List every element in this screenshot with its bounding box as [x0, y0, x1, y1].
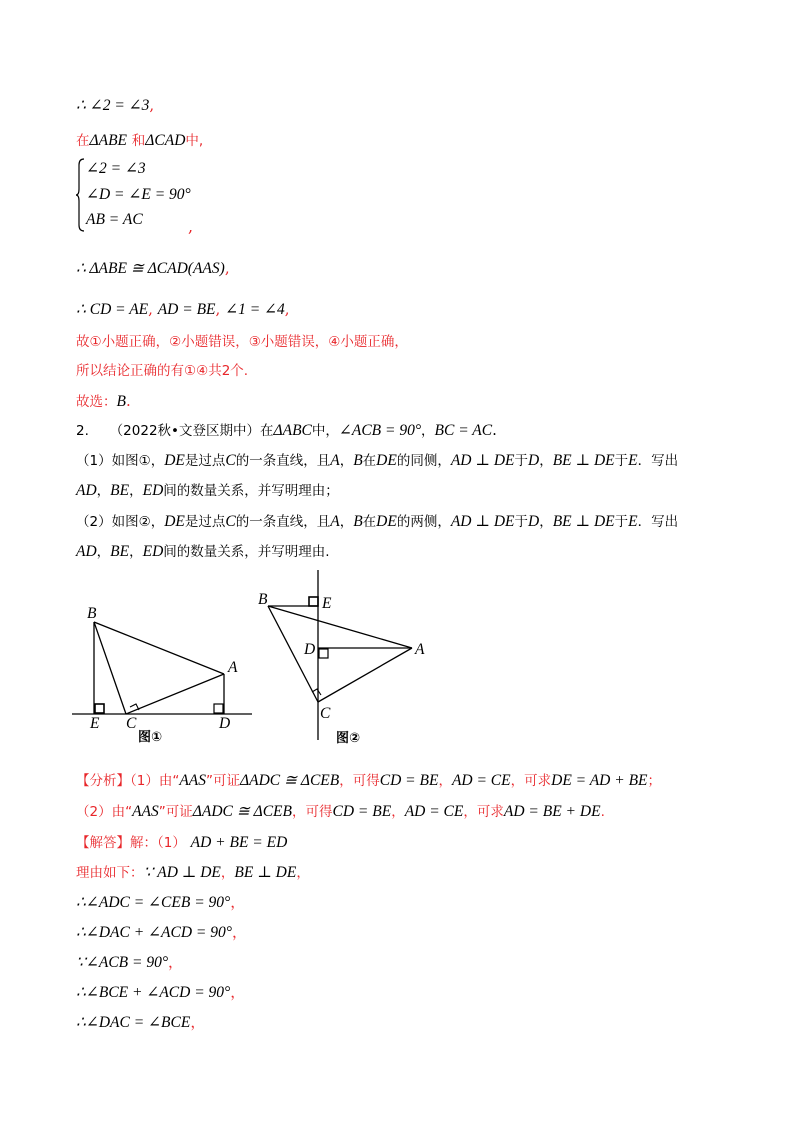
text: 理由如下： — [76, 865, 144, 881]
point-a-label: A — [415, 641, 425, 658]
math: AD = BE + DE — [503, 803, 601, 820]
math: ∴∠ADC = ∠CEB = 90° — [76, 894, 231, 911]
text: 的一条直线，且 — [235, 514, 331, 530]
text: ， — [539, 453, 553, 469]
text: 间的数量关系，并写明理由； — [163, 483, 339, 499]
math: AAS — [179, 772, 207, 789]
math: BC = AC — [434, 422, 493, 439]
math: AD — [76, 543, 97, 560]
text: 中, — [185, 133, 204, 149]
math: E — [628, 452, 638, 469]
math: DE — [376, 513, 397, 530]
punct: ， — [230, 893, 246, 911]
system-eq-3: AB = AC — [86, 211, 143, 228]
text: ，可求 — [463, 804, 504, 820]
math-angle1-angle4: ∠1 = ∠4 — [225, 301, 285, 318]
segment-ba — [268, 606, 412, 648]
solution-line-2 — [76, 862, 310, 883]
text: 【解答】 — [76, 835, 130, 851]
text: ， — [438, 773, 452, 789]
math: BE ⊥ DE — [234, 864, 297, 881]
point-c-label: C — [126, 715, 137, 732]
proof-line-1 — [76, 95, 154, 116]
right-angle-d-icon — [319, 649, 328, 658]
point-c-label: C — [320, 705, 331, 722]
math: BE ⊥ DE — [552, 452, 615, 469]
question-2-part-1 — [76, 450, 678, 471]
solution-line-1 — [76, 832, 287, 853]
math: ΔADC ≅ ΔCEB — [240, 772, 340, 789]
right-angle-e-icon — [309, 597, 318, 606]
left-brace-icon — [76, 157, 86, 233]
text: 【分析】（1）由“ — [76, 773, 180, 789]
text: 的同侧， — [396, 453, 451, 469]
point-e-label: E — [322, 595, 332, 612]
text: ， — [96, 544, 111, 560]
punct: , — [215, 300, 221, 318]
segment-ca — [126, 674, 224, 714]
math: AD — [76, 482, 97, 499]
math: BE — [110, 543, 130, 560]
solution-line-4 — [76, 922, 247, 943]
text: 是过点 — [184, 514, 226, 530]
math: B — [353, 513, 363, 530]
triangle-abe: ΔABE — [89, 132, 128, 149]
text: ， — [129, 483, 143, 499]
text: ，可得 — [339, 773, 380, 789]
figure-1-caption: 图① — [138, 730, 163, 745]
point-b-label: B — [87, 605, 97, 622]
proof-line-congruence — [76, 258, 230, 279]
text: （2022秋•文登区期中）在 — [109, 423, 274, 439]
text: . — [600, 804, 605, 820]
analysis-line-1 — [76, 770, 661, 791]
math: D — [527, 513, 540, 530]
math: AD ⊥ DE — [450, 513, 515, 530]
math: ∵ AD ⊥ DE — [143, 864, 221, 881]
question-number: 2. — [76, 423, 89, 439]
point-e-label: E — [90, 715, 100, 732]
right-angle-d-icon — [214, 704, 223, 713]
math: ∵∠ACB = 90° — [76, 954, 169, 971]
punct: ， — [168, 953, 184, 971]
geometry-figure-1 — [70, 600, 260, 750]
punct: . — [125, 392, 131, 410]
math: BE — [110, 482, 130, 499]
solution-line-5 — [76, 952, 183, 973]
math: ED — [142, 482, 164, 499]
text: （1）如图①， — [76, 453, 165, 469]
punct: ， — [190, 1013, 206, 1031]
text: 于 — [614, 514, 629, 530]
math: AD = CE — [404, 803, 464, 820]
punct: ， — [230, 983, 246, 1001]
text: 是过点 — [184, 453, 226, 469]
math: C — [225, 452, 236, 469]
math: ΔABC — [273, 422, 312, 439]
text: ， — [129, 544, 143, 560]
question-2-part-2-cont — [76, 541, 330, 562]
math: AD + BE = ED — [190, 834, 288, 851]
point-a-label: A — [228, 659, 238, 676]
question-2-stem — [76, 420, 497, 441]
text: ， — [339, 514, 354, 530]
equation-system — [76, 157, 276, 235]
text: 和 — [131, 133, 146, 149]
punct: . — [492, 421, 497, 439]
conclusion-line-2: 所以结论正确的有①④共2个. — [76, 363, 249, 379]
punct: , — [188, 217, 194, 236]
text: 解：（1） — [130, 835, 186, 851]
punct: , — [284, 300, 290, 318]
text: ， — [339, 453, 354, 469]
figure-2-caption: 图② — [336, 731, 361, 746]
text: ．写出 — [637, 453, 679, 469]
math: A — [330, 513, 340, 530]
solution-line-6 — [76, 982, 245, 1003]
text: 于 — [514, 514, 528, 530]
text: ， — [296, 865, 310, 881]
segment-ba — [94, 622, 224, 674]
math: A — [330, 452, 340, 469]
text: 在 — [76, 133, 90, 149]
text: ，可得 — [292, 804, 333, 820]
text: ，可求 — [510, 773, 552, 789]
math: BE ⊥ DE — [552, 513, 615, 530]
text: （2）如图②， — [76, 514, 165, 530]
text: ”可证 — [206, 773, 241, 789]
text: ； — [647, 773, 662, 789]
text: 于 — [514, 453, 528, 469]
math: ∴∠BCE + ∠ACD = 90° — [76, 984, 231, 1001]
math: C — [225, 513, 236, 530]
math-therefore-angles: ∴ ∠2 = ∠3 — [76, 97, 150, 114]
text: 在 — [362, 453, 377, 469]
answer-value: B — [116, 393, 126, 410]
math: AD = CE — [451, 772, 511, 789]
text: ， — [96, 483, 111, 499]
segment-ca — [318, 648, 412, 702]
triangle-cad: ΔCAD — [145, 132, 186, 149]
point-b-label: B — [258, 591, 268, 608]
math-ad-be: AD = BE — [157, 301, 216, 318]
solution-line-3 — [76, 892, 245, 913]
math: AAS — [132, 803, 159, 820]
system-eq-1: ∠2 = ∠3 — [86, 160, 146, 177]
math: DE — [164, 452, 185, 469]
question-2-part-1-cont — [76, 480, 339, 501]
math: ∴∠DAC = ∠BCE — [76, 1014, 191, 1031]
math: CD = BE — [332, 803, 392, 820]
math: D — [527, 452, 540, 469]
math: ∠ACB = 90° — [338, 422, 422, 439]
math: E — [628, 513, 638, 530]
text: 的两侧， — [396, 514, 451, 530]
math: CD = BE — [379, 772, 439, 789]
text: ， — [220, 865, 235, 881]
math: DE — [376, 452, 397, 469]
system-eq-2: ∠D = ∠E = 90° — [86, 186, 191, 203]
geometry-figure-2 — [252, 568, 442, 748]
question-2-part-2 — [76, 511, 678, 532]
punct: , — [149, 96, 155, 114]
math: ∴∠DAC + ∠ACD = 90° — [76, 924, 232, 941]
math-congruence: ∴ ΔABE ≅ ΔCAD(AAS) — [76, 260, 225, 277]
conclusion-line-1: 故①小题正确，②小题错误，③小题错误，④小题正确， — [76, 334, 408, 350]
proof-line-2 — [76, 130, 203, 151]
proof-line-results — [76, 299, 290, 320]
answer-label: 故选： — [76, 394, 117, 410]
punct: , — [148, 300, 153, 318]
text: 在 — [362, 514, 377, 530]
text: 的一条直线，且 — [235, 453, 331, 469]
text: ， — [391, 804, 405, 820]
text: 间的数量关系，并写明理由. — [163, 544, 330, 560]
math: DE = AD + BE — [551, 772, 648, 789]
punct: , — [224, 259, 230, 277]
text: ”可证 — [158, 804, 193, 820]
math: ΔADC ≅ ΔCEB — [192, 803, 292, 820]
math-cd-ae: ∴ CD = AE — [76, 301, 149, 318]
math: AD ⊥ DE — [450, 452, 515, 469]
text: ， — [421, 423, 435, 439]
segment-bc — [94, 622, 126, 714]
math: B — [353, 452, 363, 469]
point-d-label: D — [219, 715, 231, 732]
analysis-line-2 — [76, 801, 605, 822]
point-d-label: D — [304, 641, 316, 658]
math: ED — [142, 543, 164, 560]
punct: ， — [231, 923, 247, 941]
text: 于 — [614, 453, 629, 469]
text: ．写出 — [637, 514, 679, 530]
text: 中， — [311, 423, 339, 439]
right-angle-e-icon — [95, 704, 104, 713]
math: DE — [164, 513, 185, 530]
solution-line-7 — [76, 1012, 205, 1033]
answer-line — [76, 391, 131, 412]
text: （2）由“ — [76, 804, 133, 820]
text: ， — [539, 514, 553, 530]
